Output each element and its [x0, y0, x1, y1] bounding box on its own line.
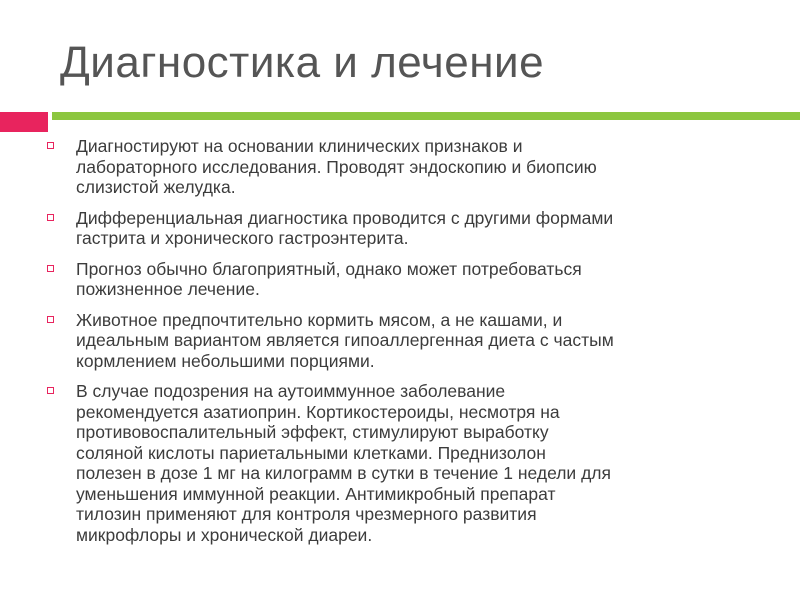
list-item-text: Прогноз обычно благоприятный, однако может потребоваться пожизненное лечение. [76, 258, 582, 299]
accent-bar-pink [0, 112, 48, 132]
square-bullet-icon [47, 265, 54, 272]
list-item [44, 136, 764, 198]
list-item-text: Животное предпочтительно кормить мясом, а не кашами, и идеальным вариантом является гипоаллергенная диета с частым кормлением небольшими порциями. [76, 309, 614, 371]
bullet-list [44, 136, 764, 555]
slide-title: Диагностика и лечение [60, 38, 545, 87]
square-bullet-icon [47, 142, 54, 149]
list-item-text: Диагностируют на основании клинических признаков и лабораторного исследования. Проводят эндоскопию и биопсию слизистой желудка. [76, 136, 597, 197]
list-item [44, 310, 764, 372]
list-item [44, 208, 764, 249]
list-item [44, 259, 764, 300]
list-item [44, 381, 764, 545]
accent-bar-green [52, 112, 800, 120]
list-item-text: В случае подозрения на аутоиммунное заболевание рекомендуется азатиоприн. Кортикостероиды, несмотря на противовоспалительный эффект, стимулируют выработку соляной кислоты париетальными клетками. Преднизолон полезен в дозе 1 мг на килограмм в сутки в течение 1 недели для уменьшения иммунной реакции. Антимикробный препарат тилозин применяют для контроля чрезмерного развития микрофлоры и хронической диареи. [76, 381, 611, 545]
square-bullet-icon [47, 387, 54, 394]
list-item-text: Дифференциальная диагностика проводится с другими формами гастрита и хронического гастроэнтерита. [76, 207, 614, 248]
square-bullet-icon [47, 214, 54, 221]
square-bullet-icon [47, 316, 54, 323]
